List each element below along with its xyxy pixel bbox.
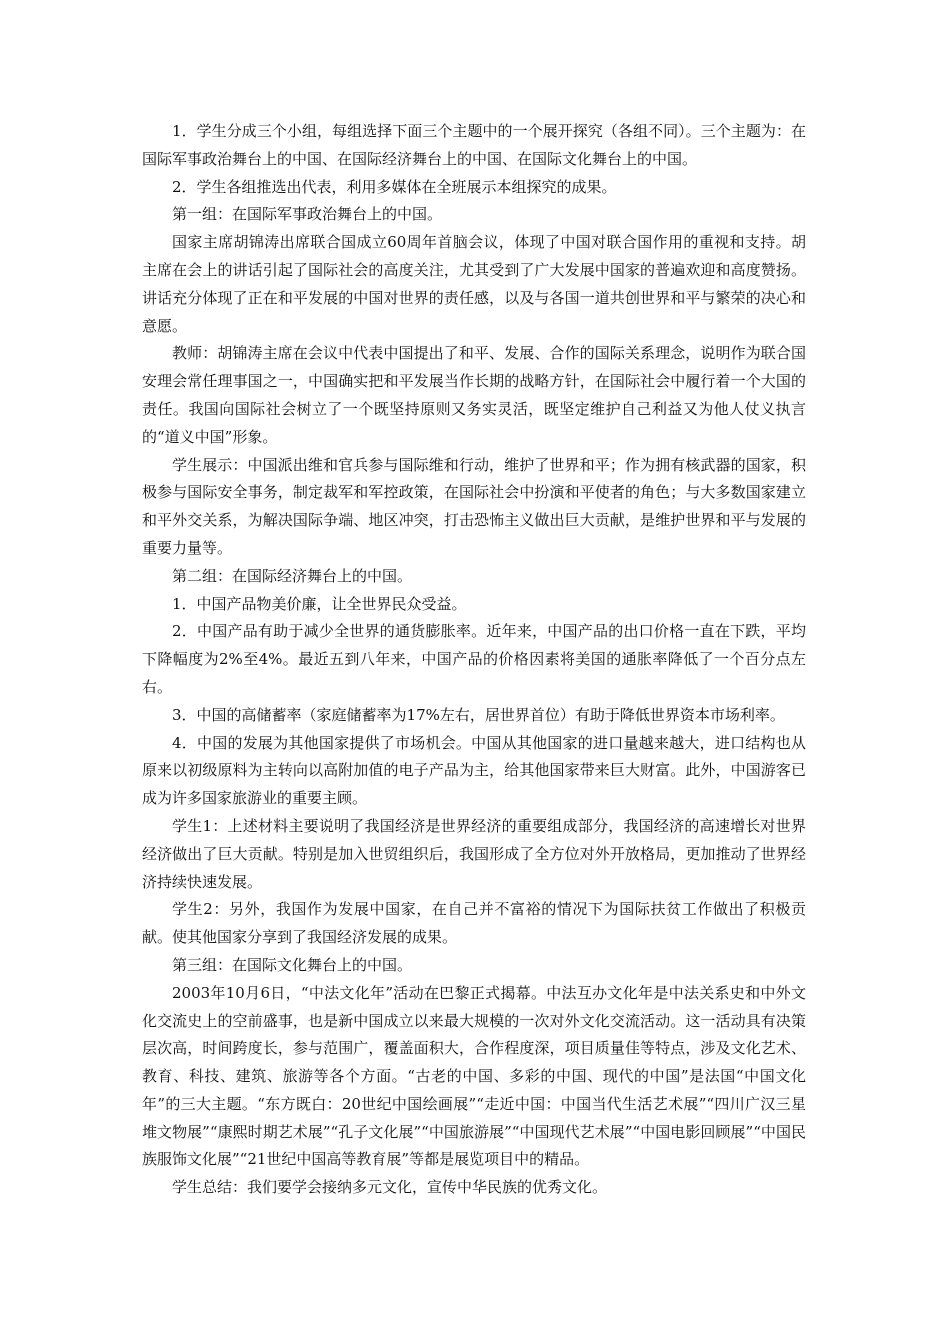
- heading-group-1: 第一组：在国际军事政治舞台上的中国。: [172, 205, 443, 224]
- paragraph-culture-year: 2003年10月6日，“中法文化年”活动在巴黎正式揭幕。中法互办文化年是中法关系史和中外文化交流史上的空前盛事，也是新中国成立以来最大规模的一次对外文化交流活动。这一活动具有决策层次高，时间跨度长，参与范围广，覆盖面积大，合作程度深，项目质量佳等特点，涉及文化艺术、教育、科技、建筑、旅游等各个方面。“古老的中国、多彩的中国、现代的中国”是法国“中国文化年”的三大主题。“东方既白：20世纪中国绘画展”“走近中国：中国当代生活艺术展”“四川广汉三星堆文物展”“康熙时期艺术展”“孔子文化展”“中国旅游展”“中国现代艺术展”“中国电影回顾展”“中国民族服饰文化展”“21世纪中国高等教育展”等都是展览项目中的精品。: [142, 983, 806, 1169]
- heading-group-3: 第三组：在国际文化舞台上的中国。: [172, 955, 413, 974]
- paragraph-econ-3: 3．中国的高储蓄率（家庭储蓄率为17%左右，居世界首位）有助于降低世界资本市场利率。: [172, 705, 785, 724]
- paragraph-task-2: 2．学生各组推选出代表，利用多媒体在全班展示本组探究的成果。: [172, 177, 617, 196]
- paragraph-student-show: 学生展示：中国派出维和官兵参与国际维和行动，维护了世界和平；作为拥有核武器的国家，积极参与国际安全事务，制定裁军和军控政策，在国际社会中扮演和平使者的角色；与大多数国家建立和平外交关系，为解决国际争端、地区冲突，打击恐怖主义做出巨大贡献，是维护世界和平与发展的重要力量等。: [142, 455, 806, 557]
- paragraph-task-1: 1．学生分成三个小组，每组选择下面三个主题中的一个展开探究（各组不同）。三个主题为：在国际军事政治舞台上的中国、在国际经济舞台上的中国、在国际文化舞台上的中国。: [142, 122, 806, 168]
- document-body: [142, 118, 806, 1202]
- paragraph-econ-4: 4．中国的发展为其他国家提供了市场机会。中国从其他国家的进口量越来越大，进口结构也从原来以初级原料为主转向以高附加值的电子产品为主，给其他国家带来巨大财富。此外，中国游客已成为许多国家旅游业的重要主顾。: [142, 733, 806, 808]
- paragraph-student-1: 学生1：上述材料主要说明了我国经济是世界经济的重要组成部分，我国经济的高速增长对世界经济做出了巨大贡献。特别是加入世贸组织后，我国形成了全方位对外开放格局，更加推动了世界经济持续快速发展。: [142, 816, 806, 891]
- paragraph-econ-1: 1．中国产品物美价廉，让全世界民众受益。: [172, 594, 467, 613]
- paragraph-un-summit: 国家主席胡锦涛出席联合国成立60周年首脑会议，体现了中国对联合国作用的重视和支持。胡主席在会上的讲话引起了国际社会的高度关注，尤其受到了广大发展中国家的普遍欢迎和高度赞扬。讲话充分体现了正在和平发展的中国对世界的责任感，以及与各国一道共创世界和平与繁荣的决心和意愿。: [142, 233, 806, 335]
- paragraph-econ-2: 2．中国产品有助于减少全世界的通货膨胀率。近年来，中国产品的出口价格一直在下跌，平均下降幅度为2%至4%。最近五到八年来，中国产品的价格因素将美国的通胀率降低了一个百分点左右。: [142, 622, 806, 696]
- heading-group-2: 第二组：在国际经济舞台上的中国。: [172, 566, 413, 585]
- paragraph-summary: 学生总结：我们要学会接纳多元文化，宣传中华民族的优秀文化。: [172, 1178, 608, 1197]
- paragraph-student-2: 学生2：另外，我国作为发展中国家，在自己并不富裕的情况下为国际扶贫工作做出了积极贡献。使其他国家分享到了我国经济发展的成果。: [142, 900, 806, 947]
- paragraph-teacher: 教师：胡锦涛主席在会议中代表中国提出了和平、发展、合作的国际关系理念，说明作为联合国安理会常任理事国之一，中国确实把和平发展当作长期的战略方针，在国际社会中履行着一个大国的责任。我国向国际社会树立了一个既坚持原则又务实灵活，既坚定维护自己利益又为他人仗义执言的“道义中国”形象。: [142, 344, 806, 446]
